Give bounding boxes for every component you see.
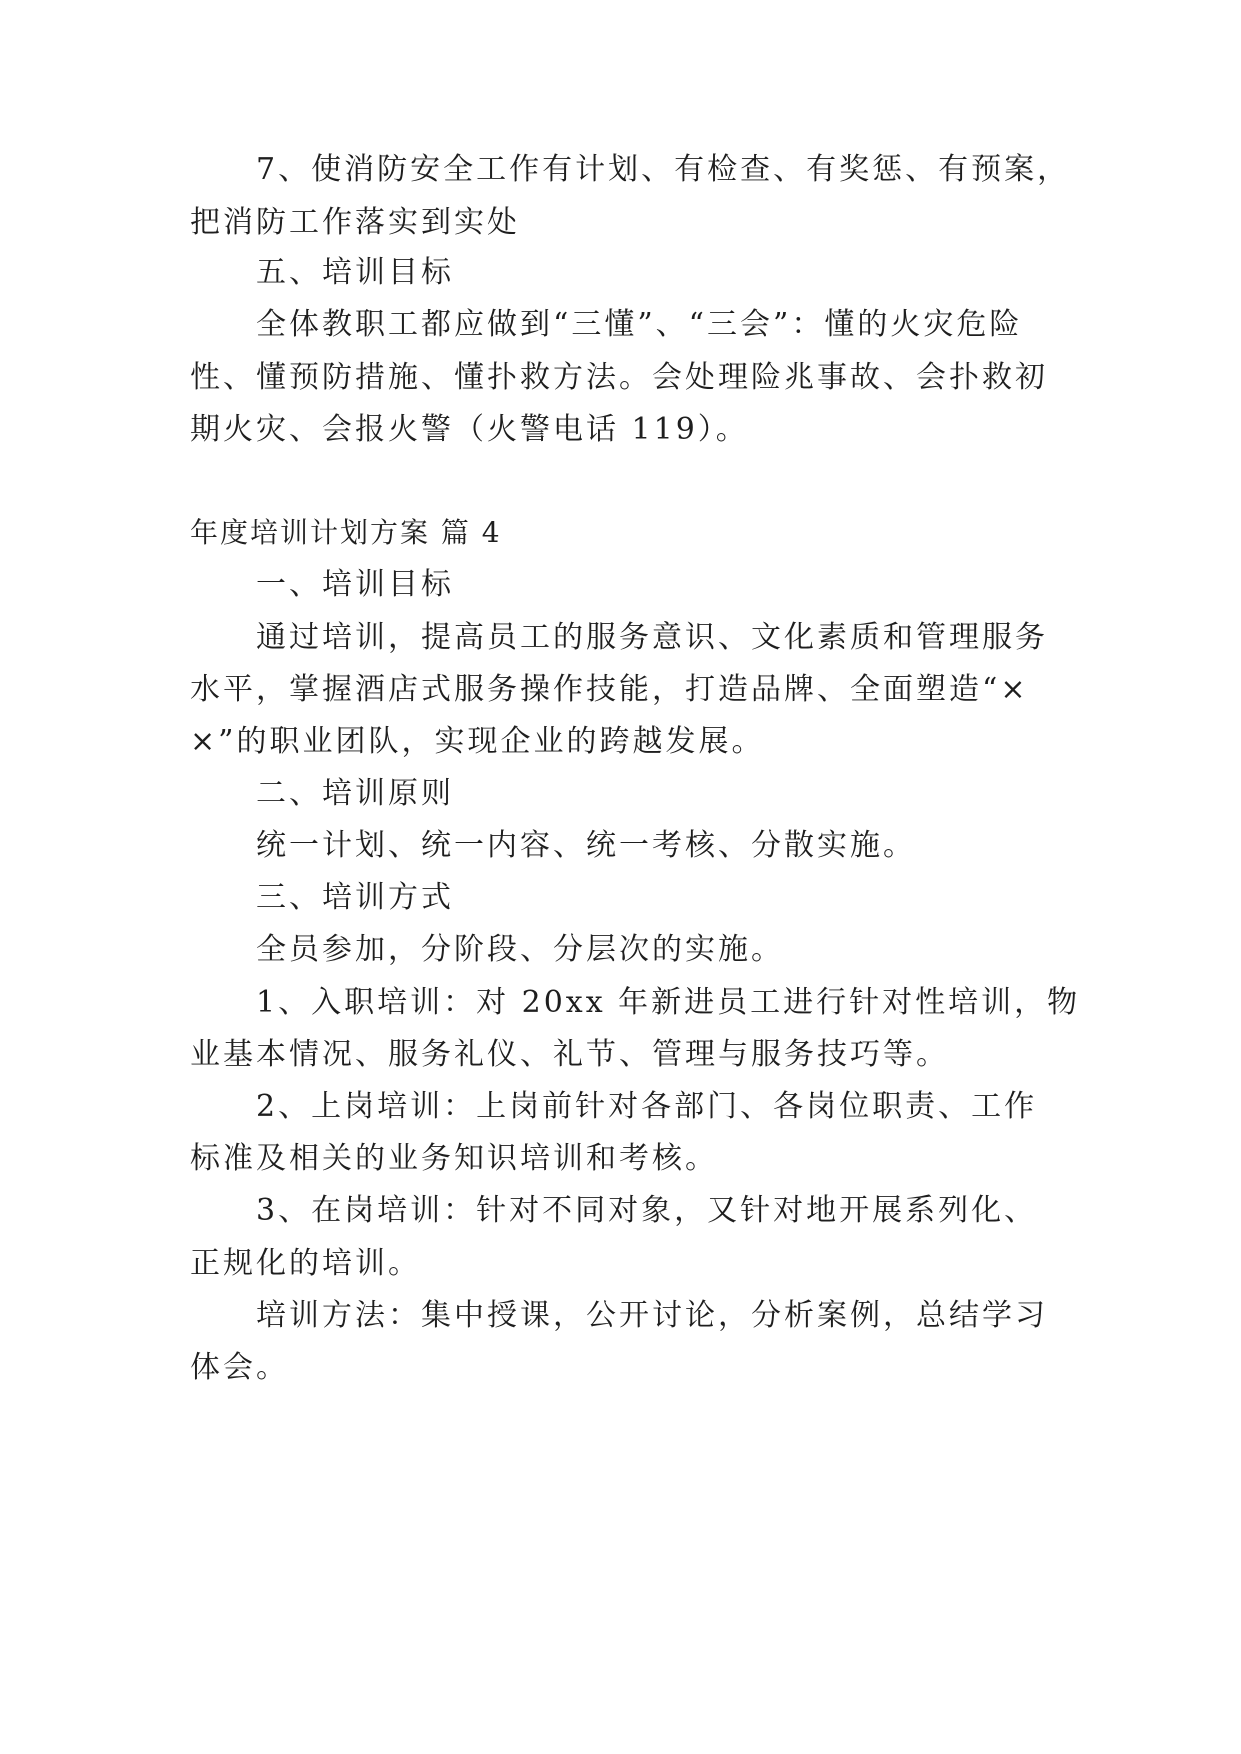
item7-line2: 把消防工作落实到实处 xyxy=(190,205,520,240)
section-title: 年度培训计划方案 篇 4 xyxy=(190,516,502,549)
heading-training-principle: 二、培训原则 xyxy=(256,776,454,811)
approach-line1: 培训方法：集中授课，公开讨论，分析案例，总结学习 xyxy=(256,1298,1048,1333)
goal-paragraph-line1: 全体教职工都应做到“三懂”、“三会”：懂的火灾危险 xyxy=(256,307,1023,342)
training-method-text: 全员参加，分阶段、分层次的实施。 xyxy=(256,932,784,967)
goal-paragraph-line3: 期火灾、会报火警（火警电话 119）。 xyxy=(190,412,749,447)
training-goal-line3: ×”的职业团队，实现企业的跨越发展。 xyxy=(190,724,765,759)
heading-training-goal-5: 五、培训目标 xyxy=(256,255,454,290)
item2-line1: 2、上岗培训：上岗前针对各部门、各岗位职责、工作 xyxy=(256,1089,1038,1124)
training-goal-line1: 通过培训，提高员工的服务意识、文化素质和管理服务 xyxy=(256,620,1048,655)
heading-training-goal: 一、培训目标 xyxy=(256,567,454,602)
item1-line1: 1、入职培训：对 20xx 年新进员工进行针对性培训，物 xyxy=(256,985,1081,1020)
item3-line2: 正规化的培训。 xyxy=(190,1246,421,1281)
training-principle-text: 统一计划、统一内容、统一考核、分散实施。 xyxy=(256,828,916,863)
goal-paragraph-line2: 性、懂预防措施、懂扑救方法。会处理险兆事故、会扑救初 xyxy=(190,360,1048,395)
heading-training-method: 三、培训方式 xyxy=(256,880,454,915)
approach-line2: 体会。 xyxy=(190,1350,289,1385)
item1-line2: 业基本情况、服务礼仪、礼节、管理与服务技巧等。 xyxy=(190,1037,949,1072)
training-goal-line2: 水平，掌握酒店式服务操作技能，打造品牌、全面塑造“× xyxy=(190,672,1029,707)
item3-line1: 3、在岗培训：针对不同对象，又针对地开展系列化、 xyxy=(256,1193,1038,1228)
item2-line2: 标准及相关的业务知识培训和考核。 xyxy=(190,1141,718,1176)
item7-line1: 7、使消防安全工作有计划、有检查、有奖惩、有预案， xyxy=(256,152,1071,187)
